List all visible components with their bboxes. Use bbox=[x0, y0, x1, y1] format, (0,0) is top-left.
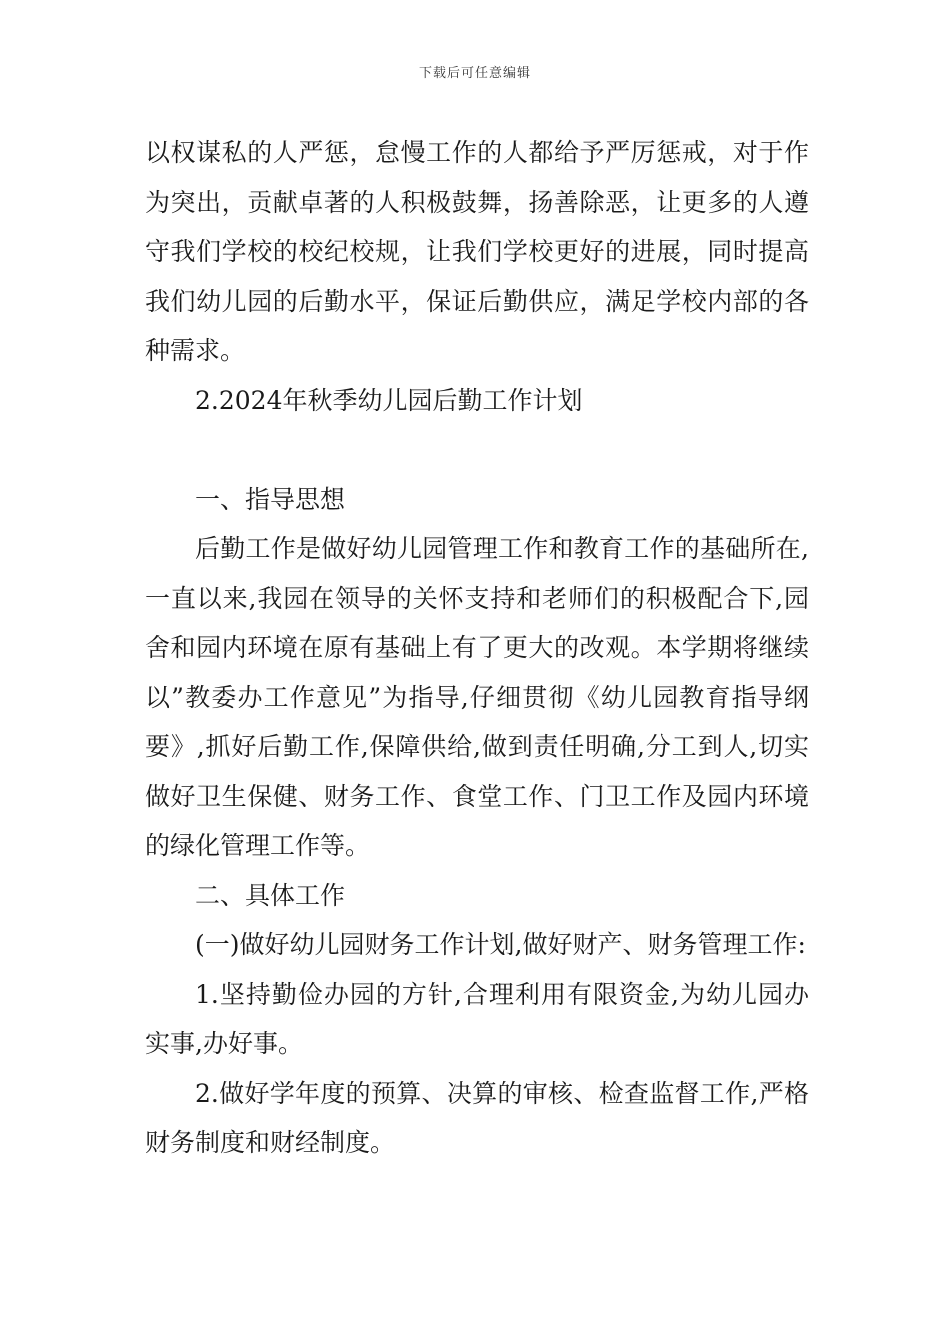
section-title: 2.2024年秋季幼儿园后勤工作计划 bbox=[195, 385, 583, 415]
heading-specific-work: 二、具体工作 bbox=[195, 880, 346, 910]
paragraph-continued: 以权谋私的人严惩，怠慢工作的人都给予严厉惩戒，对于作为突出，贡献卓著的人积极鼓舞，扬善除恶，让更多的人遵守我们学校的校纪校规，让我们学校更好的进展，同时提高我们幼儿园的后勤水平，保证后勤供应，满足学校内部的各种需求。 bbox=[145, 138, 809, 365]
document-body bbox=[145, 128, 809, 1168]
page-header: 下载后可任意编辑 bbox=[418, 66, 531, 81]
subheading-finance: (一)做好幼儿园财务工作计划,做好财产、财务管理工作: bbox=[195, 930, 806, 959]
blank-line bbox=[145, 425, 809, 475]
heading-guiding-thought: 一、指导思想 bbox=[195, 484, 346, 514]
paragraph-guiding-thought: 后勤工作是做好幼儿园管理工作和教育工作的基础所在,一直以来,我园在领导的关怀支持和老师们的积极配合下,园舍和园内环境在原有基础上有了更大的改观。本学期将继续以”教委办工作意见”为指导,仔细贯彻《幼儿园教育指导纲要》,抓好后勤工作,保障供给,做到责任明确,分工到人,切实做好卫生保健、财务工作、食堂工作、门卫工作及园内环境的绿化管理工作等。 bbox=[145, 534, 809, 860]
list-item-1: 1.坚持勤俭办园的方针,合理利用有限资金,为幼儿园办实事,办好事。 bbox=[145, 979, 809, 1058]
list-item-2: 2.做好学年度的预算、决算的审核、检查监督工作,严格财务制度和财经制度。 bbox=[145, 1078, 809, 1157]
